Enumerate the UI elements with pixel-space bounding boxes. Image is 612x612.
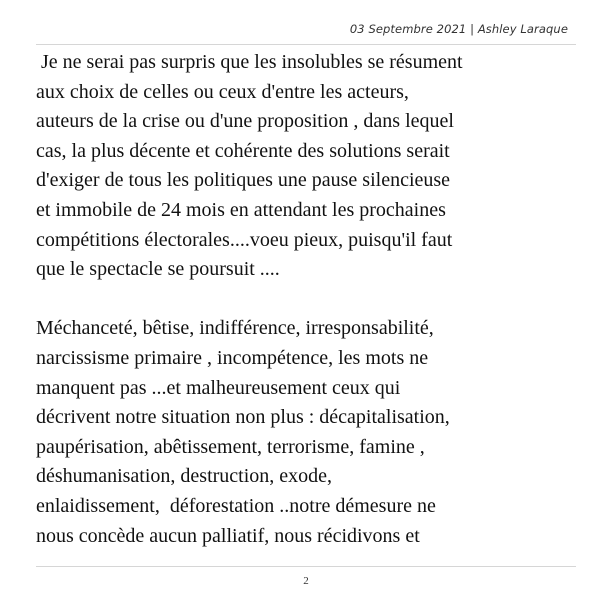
paragraph-spacer: [36, 285, 584, 315]
paragraph-line: Méchanceté, bêtise, indifférence, irresponsabilité,: [36, 317, 434, 340]
footer-divider: [36, 566, 576, 567]
paragraph-line: nous concède aucun palliatif, nous récidivons et: [36, 524, 420, 547]
paragraph-2: [36, 314, 584, 551]
header-divider: [36, 44, 576, 45]
paragraph-line: aux choix de celles ou ceux d'entre les acteurs,: [36, 80, 409, 103]
paragraph-line: narcissisme primaire , incompétence, les mots ne: [36, 346, 429, 369]
paragraph-line: enlaidissement, déforestation ..notre démesure ne: [36, 494, 436, 517]
document-body: [36, 48, 584, 551]
paragraph-line: décrivent notre situation non plus : décapitalisation,: [36, 406, 450, 429]
paragraph-line: manquent pas ...et malheureusement ceux qui: [36, 376, 401, 399]
paragraph-line: compétitions électorales....voeu pieux, puisqu'il faut: [36, 228, 453, 251]
paragraph-1: [36, 48, 584, 285]
paragraph-line: déshumanisation, destruction, exode,: [36, 465, 333, 488]
paragraph-line: cas, la plus décente et cohérente des solutions serait: [36, 139, 450, 162]
page-number: 2: [303, 575, 309, 587]
document-header: 03 Septembre 2021 | Ashley Laraque: [349, 22, 568, 36]
paragraph-line: et immobile de 24 mois en attendant les prochaines: [36, 198, 446, 221]
paragraph-line: que le spectacle se poursuit ....: [36, 258, 280, 281]
paragraph-line: auteurs de la crise ou d'une proposition , dans lequel: [36, 110, 454, 133]
paragraph-line: d'exiger de tous les politiques une pause silencieuse: [36, 169, 451, 192]
paragraph-line: Je ne serai pas surpris que les insolubles se résument: [36, 51, 463, 73]
paragraph-line: paupérisation, abêtissement, terrorisme, famine ,: [36, 435, 425, 458]
